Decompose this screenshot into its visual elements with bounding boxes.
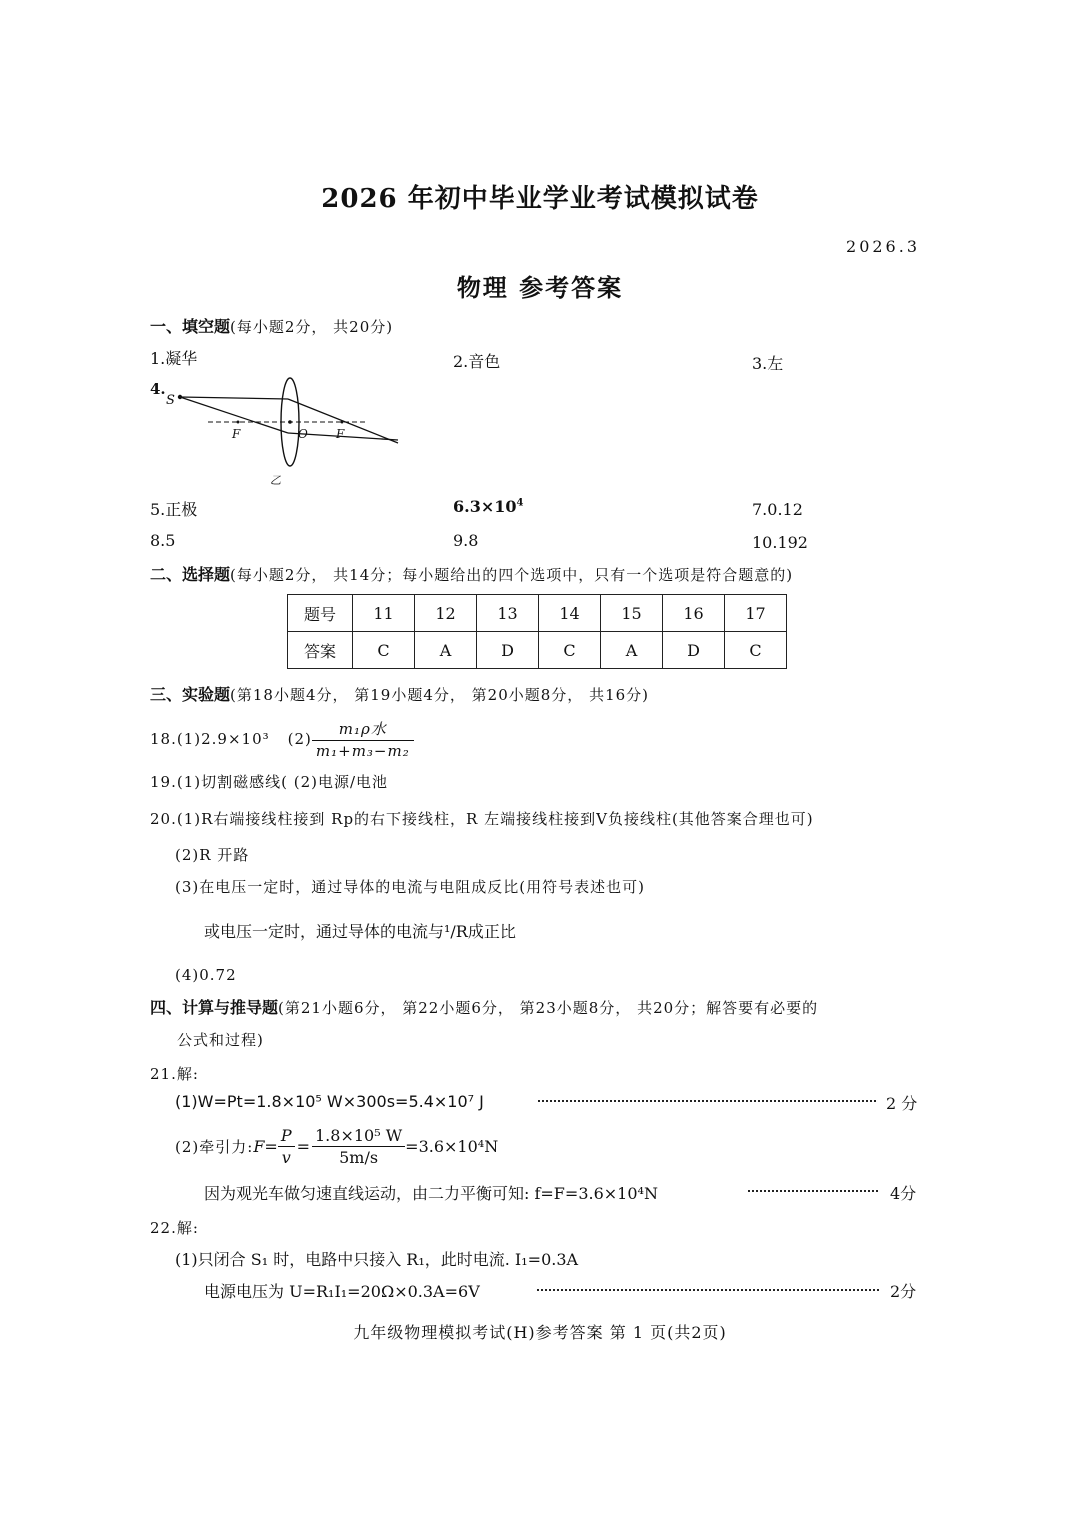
answer-2: 2.音色 xyxy=(453,352,501,371)
fraction-numerator: m₁ρ水 xyxy=(312,718,414,741)
table-header-number: 题号 xyxy=(288,595,353,632)
fraction-p-over-v xyxy=(278,1126,295,1167)
answer-18 xyxy=(150,718,414,760)
answer-6-exponent: 4 xyxy=(516,497,524,509)
focus-left xyxy=(237,421,240,424)
table-cell: 11 xyxy=(353,595,415,632)
table-cell: 17 xyxy=(725,595,787,632)
section3-heading xyxy=(150,682,649,705)
answer-20-3b: 或电压一定时，通过导体的电流与¹/R成正比 xyxy=(204,922,516,941)
table-cell: 16 xyxy=(663,595,725,632)
leader-dots xyxy=(538,1100,876,1102)
table-cell: C xyxy=(725,632,787,669)
focus-right xyxy=(341,421,344,424)
fraction-denominator: m₁+m₃−m₂ xyxy=(315,742,410,760)
answer-21-2 xyxy=(175,1126,498,1167)
answer-20-2: (2)R 开路 xyxy=(175,846,250,864)
answer-10: 10.192 xyxy=(752,533,808,552)
answer-6-base: 6.3×10 xyxy=(453,497,517,516)
table-row-numbers xyxy=(288,595,787,632)
diagram-label-o: O xyxy=(298,427,308,441)
lens-center xyxy=(288,420,292,424)
diagram-label-4: 4. xyxy=(150,380,166,398)
equals-sign: = xyxy=(296,1137,310,1156)
answer-21-label: 21.解: xyxy=(150,1065,199,1083)
answer-21-2-label: (2)牵引力: xyxy=(175,1138,254,1156)
section1-note: (每小题2分， 共20分) xyxy=(230,318,394,336)
answer-1: 1.凝华 xyxy=(150,349,198,368)
score-21-1: 2 分 xyxy=(886,1094,918,1113)
answer-20-3: (3)在电压一定时，通过导体的电流与电阻成反比(用符号表述也可) xyxy=(175,878,645,896)
answer-21-3: 因为观光车做匀速直线运动，由二力平衡可知: f=F=3.6×10⁴N xyxy=(204,1184,658,1203)
section2-heading xyxy=(150,562,793,585)
diagram-label-f-right: F xyxy=(336,427,345,441)
lens-ray-diagram xyxy=(146,372,406,492)
section4-note: (第21小题6分， 第22小题6分， 第23小题8分， 共20分；解答要有必要的 xyxy=(278,999,819,1017)
answer-18-part1: 18.(1)2.9×10³ xyxy=(150,730,270,748)
fraction-denominator: v xyxy=(281,1148,291,1167)
section4-heading xyxy=(150,995,818,1018)
answer-22-2: 电源电压为 U=R₁I₁=20Ω×0.3A=6V xyxy=(204,1282,480,1301)
table-header-answer: 答案 xyxy=(288,632,353,669)
table-cell: 13 xyxy=(477,595,539,632)
table-cell: A xyxy=(601,632,663,669)
fraction-numerator: 1.8×10⁵ W xyxy=(312,1126,405,1147)
page-footer: 九年级物理模拟考试(H)参考答案 第 1 页(共2页) xyxy=(353,1323,727,1342)
answer-22-1: (1)只闭合 S₁ 时，电路中只接入 R₁，此时电流. I₁=0.3A xyxy=(175,1250,579,1269)
table-cell: C xyxy=(539,632,601,669)
table-cell: D xyxy=(477,632,539,669)
answer-21-1: (1)W=Pt=1.8×10⁵ W×300s=5.4×10⁷ J xyxy=(175,1092,484,1111)
section1-title: 一、填空题 xyxy=(150,317,231,336)
answer-5: 5.正极 xyxy=(150,500,198,519)
table-cell: 15 xyxy=(601,595,663,632)
leader-dots xyxy=(748,1190,878,1192)
section3-note: (第18小题4分， 第19小题4分， 第20小题8分， 共16分) xyxy=(230,686,650,704)
answer-18-part2-label: (2) xyxy=(287,730,312,748)
answer-22-label: 22.解: xyxy=(150,1219,199,1237)
answer-8: 8.5 xyxy=(150,531,176,550)
diagram-label-yi: 乙 xyxy=(270,474,281,487)
table-cell: 12 xyxy=(415,595,477,632)
score-21-3: 4分 xyxy=(890,1184,917,1203)
diagram-label-f-left: F xyxy=(232,427,241,441)
answer-9: 9.8 xyxy=(453,531,479,550)
page-subtitle: 物理 参考答案 xyxy=(456,273,624,302)
page-title: 2026 年初中毕业学业考试模拟试卷 xyxy=(321,184,759,214)
table-cell: D xyxy=(663,632,725,669)
section4-note-cont: 公式和过程) xyxy=(177,1031,264,1049)
answer-21-2-lhs: F= xyxy=(253,1137,278,1156)
answer-7: 7.0.12 xyxy=(752,500,803,519)
table-cell: 14 xyxy=(539,595,601,632)
ray-upper xyxy=(180,397,288,399)
section2-title: 二、选择题 xyxy=(150,565,231,584)
diagram-label-s: S xyxy=(166,393,175,408)
answer-20-1: 20.(1)R右端接线柱接到 Rp的右下接线柱，R 左端接线柱接到V负接线柱(其他答案合理也可) xyxy=(150,810,814,828)
choice-answer-table xyxy=(287,594,787,669)
fraction-value xyxy=(312,1126,405,1167)
answer-3: 3.左 xyxy=(752,354,784,373)
answer-6 xyxy=(453,497,523,516)
section3-title: 三、实验题 xyxy=(150,685,231,704)
section4-title: 四、计算与推导题 xyxy=(150,998,279,1017)
answer-21-2-result: =3.6×10⁴N xyxy=(405,1137,499,1156)
section2-note: (每小题2分， 共14分；每小题给出的四个选项中，只有一个选项是符合题意的) xyxy=(230,566,794,584)
fraction-denominator: 5m/s xyxy=(339,1148,379,1167)
answer-19: 19.(1)切割磁感线( (2)电源/电池 xyxy=(150,773,389,791)
section1-heading xyxy=(150,314,393,337)
table-row-answers xyxy=(288,632,787,669)
answer-20-4: (4)0.72 xyxy=(175,966,237,984)
table-cell: C xyxy=(353,632,415,669)
score-22-2: 2分 xyxy=(890,1282,917,1301)
exam-date: 2026.3 xyxy=(846,237,920,256)
fraction-numerator: P xyxy=(278,1126,295,1147)
leader-dots xyxy=(537,1289,879,1291)
answer-18-fraction xyxy=(312,718,414,760)
table-cell: A xyxy=(415,632,477,669)
